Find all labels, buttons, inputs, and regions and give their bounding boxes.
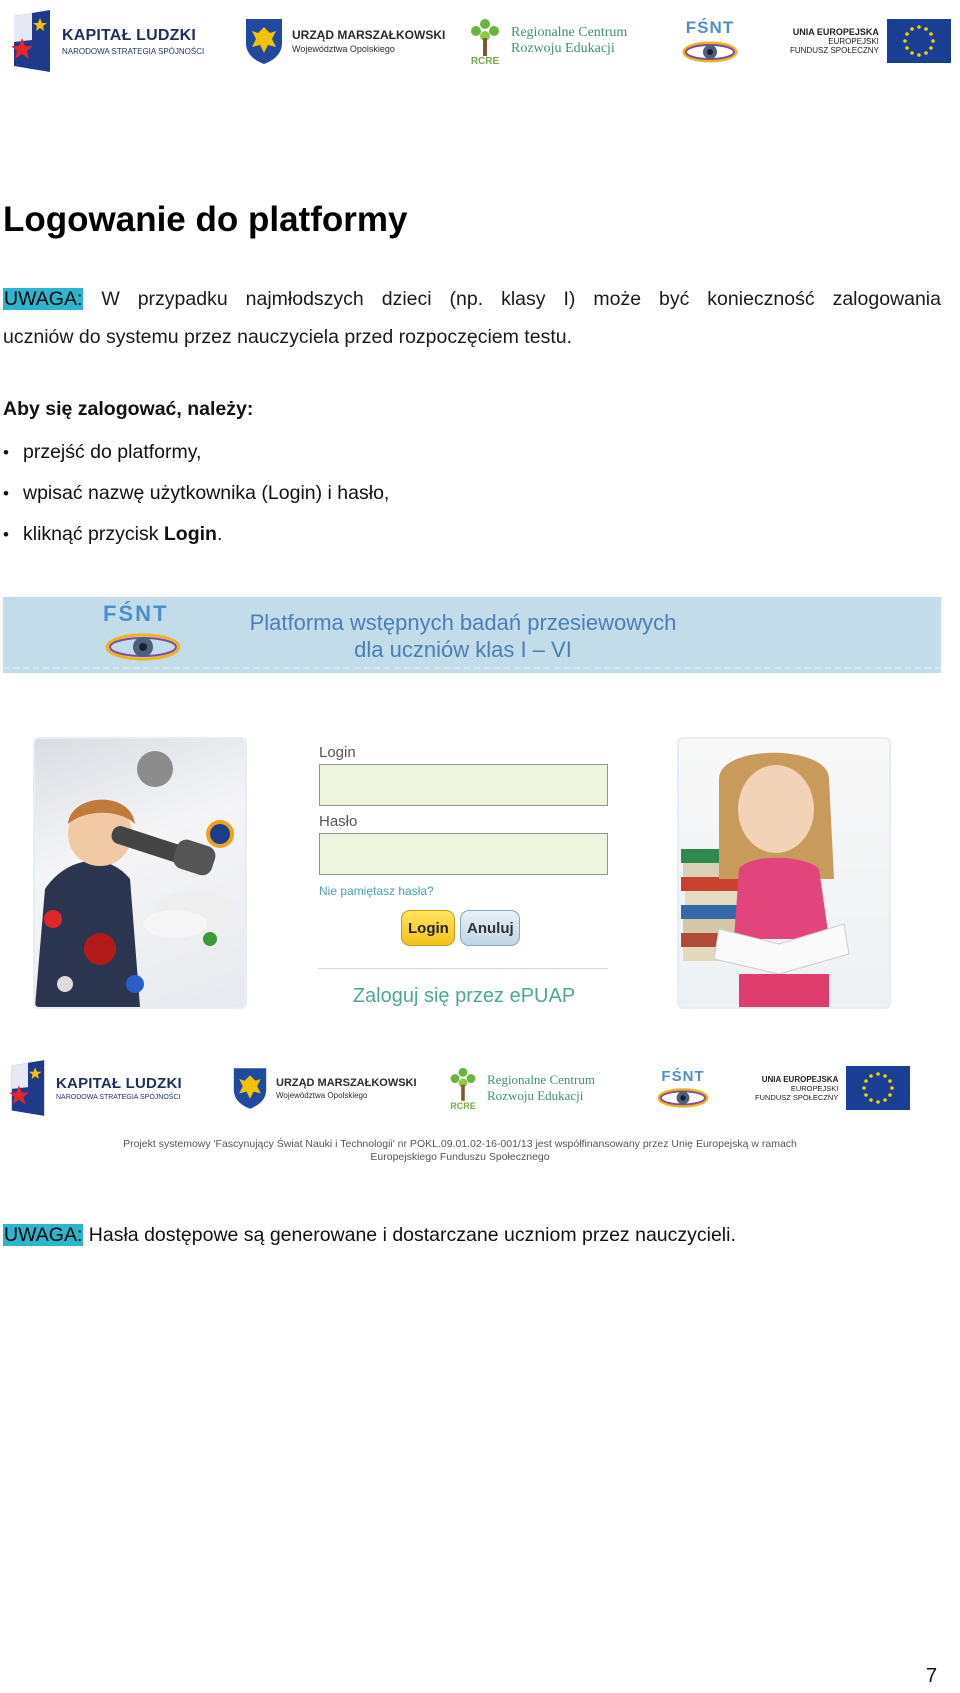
list-item	[3, 432, 389, 473]
eye-icon	[657, 1085, 709, 1109]
note2-text: Hasła dostępowe są generowane i dostarczane uczniom przez nauczycieli.	[83, 1224, 736, 1246]
project-footnote	[100, 1138, 820, 1164]
step-text: wpisać nazwę użytkownika (Login) i hasło,	[23, 482, 390, 504]
fsnt-logo	[682, 8, 738, 74]
page-number: 7	[926, 1665, 938, 1687]
footer-eu-line3: FUNDUSZ SPOŁECZNY	[755, 1092, 839, 1102]
banner-divider	[3, 667, 941, 669]
girl-books-photo	[677, 737, 891, 1009]
urzad-title: URZĄD MARSZAŁKOWSKI	[292, 28, 446, 42]
step-bold: Login	[163, 523, 217, 545]
login-label: Login	[319, 744, 356, 761]
note1-line1	[3, 280, 941, 318]
footer-urzad-subtitle: Województwa Opolskiego	[276, 1090, 368, 1100]
steps-list	[3, 432, 389, 555]
footnote-line2: Europejskiego Funduszu Społecznego	[370, 1151, 550, 1163]
fsnt-mark: FŚNT	[685, 18, 735, 37]
rcre-line1: Regionalne Centrum	[511, 25, 628, 40]
eu-line1: UNIA EUROPEJSKA	[792, 27, 879, 37]
eu-flag-icon	[846, 1066, 910, 1110]
list-item	[3, 514, 389, 555]
footer-kapital-ludzki-logo	[10, 1055, 182, 1121]
epuap-login-link[interactable]: Zaloguj się przez ePUAP	[352, 985, 576, 1007]
eye-icon	[682, 38, 738, 64]
kapital-ludzki-subtitle: NARODOWA STRATEGIA SPÓJNOŚCI	[62, 46, 205, 56]
urzad-subtitle: Województwa Opolskiego	[292, 44, 395, 54]
rcre-abbr: RCRE	[470, 55, 500, 67]
step-text-after: .	[216, 523, 223, 545]
footer-logo-bar	[10, 1055, 930, 1121]
cancel-button[interactable]: Anuluj	[460, 910, 520, 946]
rcre-logo	[467, 8, 627, 74]
password-input[interactable]	[319, 833, 608, 875]
eu-flag-icon	[887, 19, 951, 63]
coat-of-arms-icon	[232, 1066, 268, 1110]
kapital-ludzki-emblem-icon	[12, 10, 52, 72]
eu-logo	[790, 8, 951, 74]
kapital-ludzki-title: KAPITAŁ LUDZKI	[62, 26, 197, 44]
login-button[interactable]: Login	[401, 910, 455, 946]
note1-label: UWAGA:	[4, 288, 83, 310]
step-text: przejść do platformy,	[23, 441, 202, 463]
header-logo-bar	[12, 8, 952, 74]
footnote-line1: Projekt systemowy 'Fascynujący Świat Nauki i Technologii' nr POKL.09.01.02-16-001/13 jest współfinansowany przez Unię Europejską w ramach	[123, 1138, 797, 1150]
eu-line3: FUNDUSZ SPOŁECZNY	[790, 46, 879, 55]
footer-urzad-title: URZĄD MARSZAŁKOWSKI	[276, 1076, 417, 1089]
banner-title-line1: Platforma wstępnych badań przesiewowych	[249, 610, 677, 635]
boy-telescope-illustration-icon	[35, 739, 245, 1007]
note2	[3, 1216, 736, 1254]
banner-fsnt-mark: FŚNT	[103, 601, 169, 626]
steps-heading: Aby się zalogować, należy:	[3, 398, 254, 420]
kapital-ludzki-logo	[12, 8, 204, 74]
footer-fsnt-mark: FŚNT	[661, 1067, 705, 1085]
footer-rcre-line1: Regionalne Centrum	[487, 1072, 595, 1087]
list-item	[3, 473, 389, 514]
footer-rcre-logo	[447, 1055, 595, 1121]
login-input[interactable]	[319, 764, 608, 806]
coat-of-arms-icon	[244, 17, 284, 65]
footer-rcre-line2: Rozwoju Edukacji	[487, 1088, 584, 1103]
boy-telescope-photo	[33, 737, 247, 1009]
kapital-ludzki-emblem-icon	[10, 1059, 46, 1117]
tree-icon	[467, 16, 503, 56]
note1-line1-text: W przypadku najmłodszych dzieci (np. klasy I) może być konieczność zalogowania	[83, 288, 941, 310]
epuap-divider	[318, 968, 608, 969]
step-text: kliknąć przycisk	[23, 523, 164, 545]
banner-title	[213, 609, 713, 663]
footer-eu-logo	[755, 1055, 910, 1121]
page-title: Logowanie do platformy	[3, 200, 408, 239]
footer-rcre-abbr: RCRE	[450, 1101, 476, 1111]
girl-books-illustration-icon	[679, 739, 889, 1007]
tree-icon	[447, 1065, 479, 1101]
banner-eye-icon	[103, 627, 183, 663]
note2-label: UWAGA:	[4, 1224, 83, 1246]
note1-line2: uczniów do systemu przez nauczyciela przed rozpoczęciem testu.	[3, 326, 573, 348]
footer-kapital-ludzki-subtitle: NARODOWA STRATEGIA SPÓJNOŚCI	[56, 1094, 181, 1101]
banner-title-line2: dla uczniów klas I – VI	[354, 637, 572, 662]
eu-line2: EUROPEJSKI	[828, 37, 879, 46]
urzad-marszalkowski-logo	[244, 8, 445, 74]
platform-banner	[3, 597, 941, 673]
forgot-password-link[interactable]: Nie pamiętasz hasła?	[319, 884, 434, 898]
footer-kapital-ludzki-title: KAPITAŁ LUDZKI	[56, 1075, 182, 1092]
password-label: Hasło	[319, 813, 358, 830]
footer-urzad-logo	[232, 1055, 417, 1121]
footer-eu-line1: UNIA EUROPEJSKA	[761, 1074, 839, 1084]
footer-fsnt-logo	[657, 1055, 709, 1121]
footer-eu-line2: EUROPEJSKI	[790, 1083, 839, 1093]
rcre-line2: Rozwoju Edukacji	[511, 41, 615, 56]
